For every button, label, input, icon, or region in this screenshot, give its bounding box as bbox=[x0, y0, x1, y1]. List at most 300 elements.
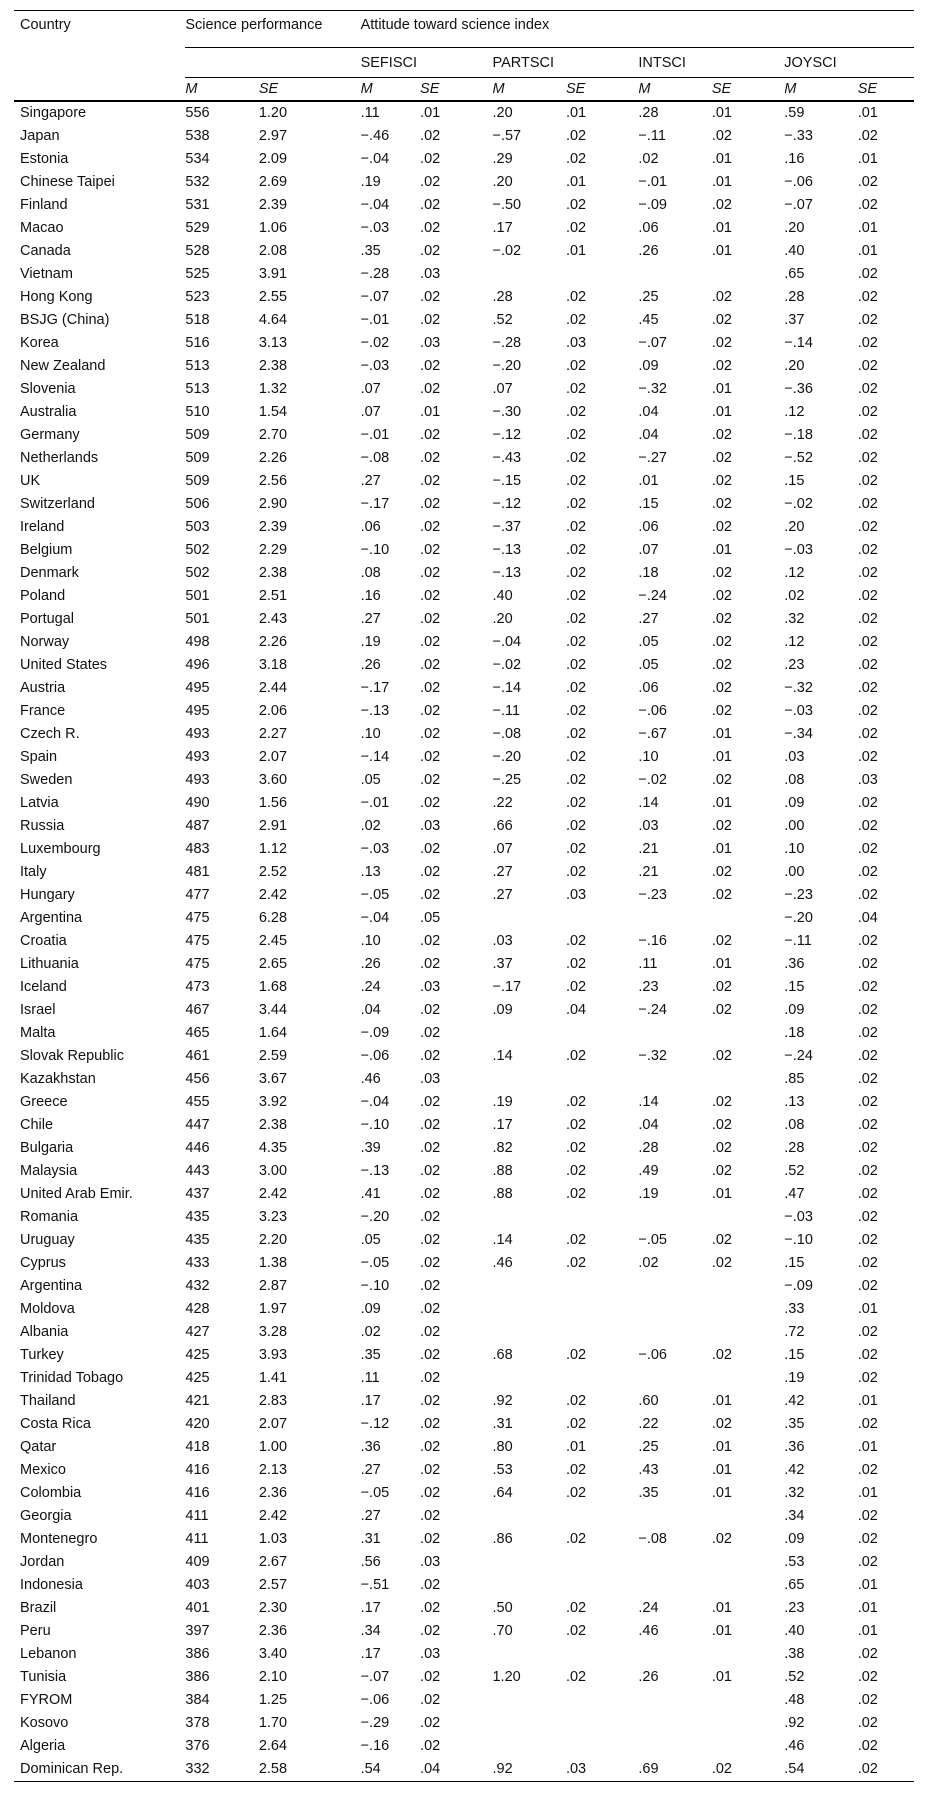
cell-science-se: 2.10 bbox=[258, 1669, 288, 1685]
cell-country: New Zealand bbox=[20, 358, 106, 374]
table-row bbox=[14, 1620, 914, 1643]
cell-sefisci-m: .17 bbox=[360, 1600, 381, 1616]
cell-sefisci-se: .02 bbox=[420, 749, 441, 765]
cell-science-m: 456 bbox=[185, 1071, 210, 1087]
cell-sefisci-m: −.16 bbox=[360, 1738, 390, 1754]
cell-science-se: 2.38 bbox=[258, 1117, 288, 1133]
cell-intsci-m: .04 bbox=[638, 404, 659, 420]
table-row bbox=[14, 309, 914, 332]
cell-joysci-m: .59 bbox=[784, 105, 805, 121]
cell-joysci-se: .02 bbox=[857, 496, 878, 512]
cell-intsci-m: .10 bbox=[638, 749, 659, 765]
table-row bbox=[14, 1643, 914, 1666]
cell-joysci-se: .02 bbox=[857, 611, 878, 627]
cell-partsci-m: .22 bbox=[492, 795, 513, 811]
cell-intsci-se: .02 bbox=[711, 289, 732, 305]
cell-joysci-se: .02 bbox=[857, 266, 878, 282]
cell-joysci-se: .01 bbox=[857, 1301, 878, 1317]
cell-intsci-se: .02 bbox=[711, 588, 732, 604]
cell-sefisci-m: −.28 bbox=[360, 266, 390, 282]
cell-science-m: 502 bbox=[185, 565, 210, 581]
cell-sefisci-se: .02 bbox=[420, 358, 441, 374]
cell-joysci-m: −.18 bbox=[784, 427, 813, 443]
cell-sefisci-m: .05 bbox=[360, 1232, 381, 1248]
cell-science-se: 2.38 bbox=[258, 565, 288, 581]
cell-intsci-m: .09 bbox=[638, 358, 659, 374]
cell-joysci-se: .02 bbox=[857, 703, 878, 719]
cell-sefisci-m: −.14 bbox=[360, 749, 390, 765]
cell-intsci-m: −.06 bbox=[638, 1347, 667, 1363]
table-row bbox=[14, 1114, 914, 1137]
cell-science-m: 435 bbox=[185, 1232, 210, 1248]
cell-intsci-m: −.09 bbox=[638, 197, 667, 213]
cell-intsci-se: .01 bbox=[711, 1186, 732, 1202]
cell-science-se: 2.44 bbox=[258, 680, 288, 696]
cell-intsci-m bbox=[638, 1321, 711, 1344]
cell-sefisci-m: .10 bbox=[360, 726, 381, 742]
cell-intsci-se: .01 bbox=[711, 1439, 732, 1455]
cell-intsci-se bbox=[712, 907, 784, 930]
cell-country: Israel bbox=[20, 1002, 56, 1018]
cell-partsci-m bbox=[492, 1505, 565, 1528]
cell-partsci-m bbox=[492, 1206, 565, 1229]
cell-country: Australia bbox=[20, 404, 77, 420]
cell-partsci-m bbox=[492, 1321, 565, 1344]
cell-joysci-se: .02 bbox=[857, 1347, 878, 1363]
cell-science-se: 3.28 bbox=[258, 1324, 288, 1340]
cell-sefisci-se: .02 bbox=[420, 657, 441, 673]
cell-science-m: 411 bbox=[185, 1531, 209, 1547]
cell-science-m: 475 bbox=[185, 933, 210, 949]
cell-intsci-m: −.67 bbox=[638, 726, 667, 742]
cell-intsci-m: .45 bbox=[638, 312, 659, 328]
cell-joysci-se: .02 bbox=[857, 128, 878, 144]
cell-sefisci-se: .02 bbox=[420, 933, 441, 949]
cell-partsci-m bbox=[492, 1712, 565, 1735]
cell-sefisci-m: .11 bbox=[360, 105, 380, 121]
cell-sefisci-se: .02 bbox=[420, 1439, 441, 1455]
cell-country: Uruguay bbox=[20, 1232, 75, 1248]
cell-sefisci-m: .27 bbox=[360, 611, 381, 627]
cell-intsci-m: .14 bbox=[638, 1094, 659, 1110]
cell-sefisci-se: .03 bbox=[420, 266, 441, 282]
cell-intsci-m: .02 bbox=[638, 1255, 659, 1271]
cell-country: Estonia bbox=[20, 151, 69, 167]
cell-joysci-m: −.33 bbox=[784, 128, 813, 144]
cell-country: Hungary bbox=[20, 887, 75, 903]
cell-joysci-se: .02 bbox=[857, 634, 878, 650]
cell-science-m: 501 bbox=[185, 611, 210, 627]
cell-partsci-m: −.02 bbox=[492, 243, 522, 259]
cell-science-m: 495 bbox=[185, 680, 210, 696]
cell-intsci-se: .01 bbox=[711, 1462, 732, 1478]
cell-science-se: 2.07 bbox=[258, 749, 288, 765]
cell-sefisci-m: −.08 bbox=[360, 450, 390, 466]
table-row bbox=[14, 953, 914, 976]
table-row bbox=[14, 723, 914, 746]
cell-sefisci-se: .02 bbox=[420, 588, 441, 604]
cell-country: Hong Kong bbox=[20, 289, 93, 305]
cell-joysci-se: .02 bbox=[857, 749, 878, 765]
cell-joysci-m: −.03 bbox=[784, 703, 813, 719]
cell-joysci-se: .02 bbox=[857, 1324, 878, 1340]
cell-science-se: 1.06 bbox=[258, 220, 288, 236]
cell-sefisci-se: .02 bbox=[420, 772, 441, 788]
cell-sefisci-m: −.46 bbox=[360, 128, 390, 144]
cell-joysci-se: .02 bbox=[857, 565, 878, 581]
cell-partsci-se: .02 bbox=[565, 565, 587, 581]
table-row bbox=[14, 769, 914, 792]
cell-joysci-m: .53 bbox=[784, 1554, 805, 1570]
cell-partsci-se: .02 bbox=[565, 703, 587, 719]
cell-joysci-m: .42 bbox=[784, 1462, 805, 1478]
cell-partsci-se: .02 bbox=[565, 1048, 587, 1064]
cell-science-se: 1.41 bbox=[258, 1370, 288, 1386]
cell-joysci-se: .02 bbox=[857, 1048, 878, 1064]
cell-joysci-se: .02 bbox=[857, 1094, 878, 1110]
cell-country: Norway bbox=[20, 634, 70, 650]
cell-partsci-se: .02 bbox=[565, 197, 587, 213]
cell-sefisci-m: −.06 bbox=[360, 1692, 390, 1708]
table-row bbox=[14, 401, 914, 424]
cell-sefisci-se: .02 bbox=[420, 1416, 441, 1432]
cell-country: Algeria bbox=[20, 1738, 66, 1754]
cell-sefisci-m: .27 bbox=[360, 473, 381, 489]
cell-sefisci-m: .08 bbox=[360, 565, 381, 581]
cell-science-m: 525 bbox=[185, 266, 210, 282]
table-row bbox=[14, 1022, 914, 1045]
cell-sefisci-se: .02 bbox=[420, 1485, 441, 1501]
cell-partsci-m: −.08 bbox=[492, 726, 522, 742]
table-row bbox=[14, 1344, 914, 1367]
cell-sefisci-m: −.03 bbox=[360, 220, 390, 236]
cell-sefisci-se: .02 bbox=[420, 1508, 441, 1524]
cell-science-m: 473 bbox=[185, 979, 210, 995]
cell-country: Lithuania bbox=[20, 956, 79, 972]
cell-country: Latvia bbox=[20, 795, 59, 811]
cell-science-se: 2.26 bbox=[258, 450, 288, 466]
cell-sefisci-se: .03 bbox=[420, 1646, 441, 1662]
table-row bbox=[14, 125, 914, 148]
table-row bbox=[14, 240, 914, 263]
cell-science-se: 2.27 bbox=[258, 726, 288, 742]
cell-partsci-se: .02 bbox=[565, 519, 587, 535]
cell-intsci-m: .49 bbox=[638, 1163, 659, 1179]
cell-sefisci-se: .02 bbox=[420, 795, 441, 811]
cell-intsci-se: .01 bbox=[711, 220, 732, 236]
cell-partsci-m: −.11 bbox=[492, 703, 521, 719]
cell-intsci-se: .02 bbox=[711, 335, 732, 351]
cell-country: Trinidad Tobago bbox=[20, 1370, 124, 1386]
cell-country: Macao bbox=[20, 220, 64, 236]
cell-science-m: 490 bbox=[185, 795, 210, 811]
cell-intsci-m: −.23 bbox=[638, 887, 667, 903]
cell-sefisci-se: .01 bbox=[420, 105, 441, 121]
cell-science-se: 2.38 bbox=[258, 358, 288, 374]
cell-science-m: 378 bbox=[185, 1715, 210, 1731]
cell-sefisci-se: .03 bbox=[420, 1554, 441, 1570]
cell-science-se: 2.29 bbox=[258, 542, 288, 558]
cell-intsci-se: .02 bbox=[711, 703, 732, 719]
cell-intsci-m: −.07 bbox=[638, 335, 667, 351]
cell-country: Argentina bbox=[20, 1278, 83, 1294]
cell-joysci-m: −.23 bbox=[784, 887, 813, 903]
cell-science-m: 397 bbox=[185, 1623, 210, 1639]
cell-science-se: 6.28 bbox=[258, 910, 288, 926]
cell-sefisci-se: .02 bbox=[420, 1692, 441, 1708]
cell-partsci-m: .80 bbox=[492, 1439, 513, 1455]
cell-science-m: 467 bbox=[185, 1002, 210, 1018]
cell-country: France bbox=[20, 703, 66, 719]
cell-intsci-m bbox=[638, 1298, 711, 1321]
cell-country: Bulgaria bbox=[20, 1140, 74, 1156]
cell-sefisci-m: −.04 bbox=[360, 910, 390, 926]
cell-partsci-m: −.02 bbox=[492, 657, 522, 673]
cell-science-se: 2.51 bbox=[258, 588, 288, 604]
cell-joysci-se: .01 bbox=[857, 243, 878, 259]
cell-joysci-se: .02 bbox=[857, 381, 878, 397]
cell-joysci-se: .02 bbox=[857, 956, 878, 972]
cell-joysci-se: .01 bbox=[857, 105, 878, 121]
cell-science-se: 2.09 bbox=[258, 151, 288, 167]
cell-intsci-se: .01 bbox=[711, 1485, 732, 1501]
table-row bbox=[14, 861, 914, 884]
cell-science-se: 3.23 bbox=[258, 1209, 288, 1225]
cell-science-m: 420 bbox=[185, 1416, 210, 1432]
cell-sefisci-se: .02 bbox=[420, 312, 441, 328]
cell-joysci-se: .02 bbox=[857, 1416, 878, 1432]
cell-partsci-se: .01 bbox=[565, 174, 587, 190]
cell-science-m: 506 bbox=[185, 496, 210, 512]
cell-intsci-se bbox=[712, 1022, 784, 1045]
cell-partsci-se: .02 bbox=[565, 1163, 587, 1179]
table-row bbox=[14, 1413, 914, 1436]
table-row bbox=[14, 1229, 914, 1252]
cell-joysci-m: .32 bbox=[784, 611, 805, 627]
cell-sefisci-se: .02 bbox=[420, 1163, 441, 1179]
cell-science-m: 493 bbox=[185, 749, 210, 765]
cell-science-se: 2.52 bbox=[258, 864, 288, 880]
cell-intsci-m: −.16 bbox=[638, 933, 667, 949]
cell-science-m: 556 bbox=[185, 105, 210, 121]
cell-partsci-m: −.12 bbox=[492, 427, 522, 443]
cell-intsci-se bbox=[712, 1643, 784, 1666]
cell-science-m: 531 bbox=[185, 197, 210, 213]
cell-joysci-se: .01 bbox=[857, 1393, 878, 1409]
cell-joysci-se: .02 bbox=[857, 542, 878, 558]
cell-partsci-se: .02 bbox=[565, 611, 587, 627]
cell-intsci-m: .03 bbox=[638, 818, 659, 834]
cell-sefisci-se: .02 bbox=[420, 473, 441, 489]
cell-sefisci-se: .05 bbox=[420, 910, 441, 926]
cell-intsci-m: .26 bbox=[638, 243, 659, 259]
cell-intsci-se: .01 bbox=[711, 1623, 732, 1639]
cell-country: Peru bbox=[20, 1623, 51, 1639]
cell-intsci-se: .02 bbox=[711, 1416, 732, 1432]
cell-intsci-m: −.27 bbox=[638, 450, 667, 466]
cell-joysci-m: .33 bbox=[784, 1301, 805, 1317]
table-row bbox=[14, 1390, 914, 1413]
cell-country: Chile bbox=[20, 1117, 54, 1133]
cell-intsci-m bbox=[638, 1551, 711, 1574]
cell-sefisci-m: .07 bbox=[360, 404, 381, 420]
cell-joysci-m: .38 bbox=[784, 1646, 805, 1662]
cell-science-m: 538 bbox=[185, 128, 210, 144]
cell-sefisci-se: .02 bbox=[420, 1048, 441, 1064]
cell-partsci-se bbox=[566, 1712, 638, 1735]
cell-sefisci-m: .06 bbox=[360, 519, 381, 535]
cell-intsci-m: −.32 bbox=[638, 1048, 667, 1064]
table-row bbox=[14, 1137, 914, 1160]
cell-intsci-se: .02 bbox=[711, 1140, 732, 1156]
cell-partsci-m: .17 bbox=[492, 1117, 513, 1133]
cell-joysci-se: .02 bbox=[857, 1554, 878, 1570]
cell-country: BSJG (China) bbox=[20, 312, 110, 328]
cell-partsci-se: .02 bbox=[565, 956, 587, 972]
cell-country: Albania bbox=[20, 1324, 69, 1340]
cell-intsci-se: .01 bbox=[711, 151, 732, 167]
cell-sefisci-se: .02 bbox=[420, 1600, 441, 1616]
cell-intsci-se bbox=[712, 1689, 784, 1712]
cell-science-m: 496 bbox=[185, 657, 210, 673]
cell-science-se: 3.93 bbox=[258, 1347, 288, 1363]
table-row bbox=[14, 493, 914, 516]
cell-science-m: 532 bbox=[185, 174, 210, 190]
cell-science-se: 3.00 bbox=[258, 1163, 288, 1179]
cell-sefisci-m: −.04 bbox=[360, 1094, 390, 1110]
cell-partsci-se: .02 bbox=[565, 795, 587, 811]
cell-joysci-se: .02 bbox=[857, 1140, 878, 1156]
cell-country: Canada bbox=[20, 243, 71, 259]
cell-intsci-m: .27 bbox=[638, 611, 659, 627]
cell-country: Malta bbox=[20, 1025, 56, 1041]
cell-country: Thailand bbox=[20, 1393, 76, 1409]
cell-sefisci-m: .34 bbox=[360, 1623, 381, 1639]
cell-joysci-m: .92 bbox=[784, 1715, 805, 1731]
table-row bbox=[14, 1505, 914, 1528]
cell-joysci-se: .02 bbox=[857, 588, 878, 604]
cell-joysci-m: .12 bbox=[784, 565, 805, 581]
cell-partsci-m bbox=[492, 1275, 565, 1298]
cell-intsci-se: .02 bbox=[712, 1758, 784, 1782]
cell-science-m: 528 bbox=[185, 243, 210, 259]
cell-partsci-se: .02 bbox=[565, 128, 587, 144]
cell-science-m: 475 bbox=[185, 956, 210, 972]
cell-sefisci-m: .07 bbox=[360, 381, 381, 397]
cell-partsci-m: −.25 bbox=[492, 772, 522, 788]
cell-joysci-se: .02 bbox=[857, 1117, 878, 1133]
table-row bbox=[14, 1758, 914, 1782]
table-row bbox=[14, 1436, 914, 1459]
cell-country: Austria bbox=[20, 680, 66, 696]
cell-partsci-m bbox=[492, 1298, 565, 1321]
cell-sefisci-m: −.05 bbox=[360, 1485, 390, 1501]
table-row bbox=[14, 148, 914, 171]
cell-partsci-se: .03 bbox=[565, 887, 587, 903]
cell-joysci-m: .15 bbox=[784, 1255, 805, 1271]
cell-intsci-m bbox=[638, 907, 711, 930]
cell-intsci-se: .02 bbox=[711, 657, 732, 673]
table-row bbox=[14, 355, 914, 378]
cell-sefisci-m: .19 bbox=[360, 634, 381, 650]
cell-sefisci-se: .02 bbox=[420, 1232, 441, 1248]
header-m: M bbox=[784, 78, 857, 102]
cell-partsci-m: .92 bbox=[492, 1758, 565, 1782]
cell-joysci-m: −.09 bbox=[784, 1278, 813, 1294]
cell-partsci-se: .02 bbox=[565, 1140, 587, 1156]
cell-science-se: 2.26 bbox=[258, 634, 288, 650]
cell-sefisci-se: .02 bbox=[420, 197, 441, 213]
cell-sefisci-se: .02 bbox=[420, 1324, 441, 1340]
cell-joysci-se: .01 bbox=[857, 1485, 878, 1501]
table-row bbox=[14, 1367, 914, 1390]
cell-intsci-se: .02 bbox=[711, 312, 732, 328]
cell-country: Czech R. bbox=[20, 726, 80, 742]
cell-science-m: 386 bbox=[185, 1669, 210, 1685]
table-row bbox=[14, 424, 914, 447]
cell-joysci-m: .10 bbox=[784, 841, 805, 857]
cell-intsci-se: .02 bbox=[711, 772, 732, 788]
cell-partsci-m: .88 bbox=[492, 1186, 513, 1202]
cell-joysci-m: .65 bbox=[784, 266, 805, 282]
cell-sefisci-m: .27 bbox=[360, 1462, 381, 1478]
cell-country: Russia bbox=[20, 818, 65, 834]
cell-science-m: 332 bbox=[185, 1758, 258, 1782]
cell-intsci-se: .02 bbox=[711, 1048, 732, 1064]
cell-joysci-m: .20 bbox=[784, 358, 805, 374]
table-row bbox=[14, 1551, 914, 1574]
cell-intsci-se bbox=[712, 1275, 784, 1298]
cell-partsci-se: .03 bbox=[565, 335, 587, 351]
table-row bbox=[14, 884, 914, 907]
cell-sefisci-se: .02 bbox=[420, 1370, 441, 1386]
cell-partsci-se bbox=[566, 907, 638, 930]
table-row bbox=[14, 1666, 914, 1689]
cell-intsci-se: .01 bbox=[711, 726, 732, 742]
cell-intsci-m: −.24 bbox=[638, 588, 667, 604]
cell-sefisci-se: .02 bbox=[420, 1577, 441, 1593]
table-row bbox=[14, 286, 914, 309]
cell-science-se: 2.06 bbox=[258, 703, 288, 719]
cell-country: Finland bbox=[20, 197, 68, 213]
cell-sefisci-se: .02 bbox=[420, 703, 441, 719]
cell-science-m: 447 bbox=[185, 1117, 210, 1133]
table-row bbox=[14, 539, 914, 562]
cell-science-se: 2.07 bbox=[258, 1416, 288, 1432]
cell-intsci-m: .19 bbox=[638, 1186, 659, 1202]
cell-partsci-se: .02 bbox=[565, 818, 587, 834]
cell-partsci-m: .68 bbox=[492, 1347, 513, 1363]
table-row bbox=[14, 838, 914, 861]
cell-intsci-se: .01 bbox=[711, 174, 732, 190]
cell-science-m: 409 bbox=[185, 1554, 210, 1570]
cell-science-m: 502 bbox=[185, 542, 210, 558]
cell-sefisci-se: .02 bbox=[420, 1301, 441, 1317]
cell-partsci-m bbox=[492, 907, 565, 930]
cell-sefisci-m: .27 bbox=[360, 1508, 381, 1524]
cell-science-se: 3.18 bbox=[258, 657, 288, 673]
table-row bbox=[14, 1528, 914, 1551]
cell-sefisci-m: −.05 bbox=[360, 887, 390, 903]
cell-sefisci-m: −.20 bbox=[360, 1209, 390, 1225]
cell-science-se: 1.56 bbox=[258, 795, 288, 811]
table-body bbox=[14, 101, 914, 1782]
cell-country: Iceland bbox=[20, 979, 67, 995]
cell-joysci-m: .72 bbox=[784, 1324, 805, 1340]
cell-sefisci-m: .39 bbox=[360, 1140, 381, 1156]
cell-joysci-m: .20 bbox=[784, 519, 805, 535]
cell-intsci-se: .01 bbox=[711, 956, 732, 972]
